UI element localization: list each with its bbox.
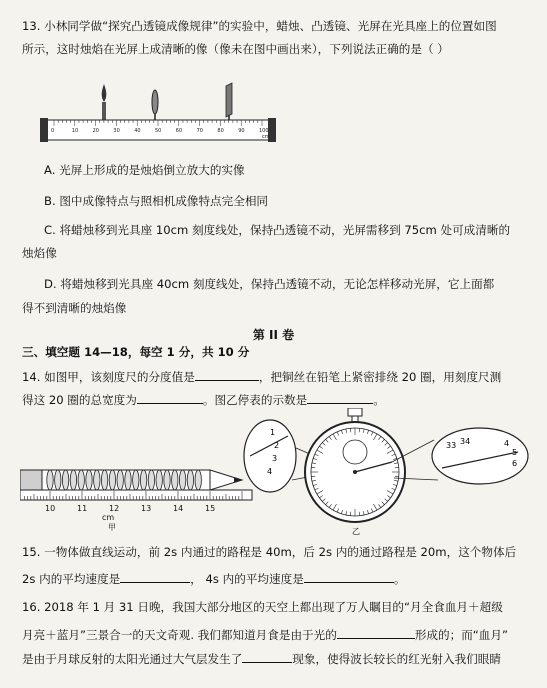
section-part3: 三、填空题 14—18，每空 1 分，共 10 分 [22,345,250,359]
bench-label: 0 [51,128,55,134]
ruler-body [20,490,252,500]
bench-label: 90 [238,128,245,134]
q16-text-c: 是由于月球反射的太阳光通过大气层发生了 [22,652,243,666]
bench-end-left [40,118,48,142]
minute-dial-3: 3 [272,454,278,463]
bench-label: 60 [175,128,183,134]
ruler-label: 15 [205,504,216,513]
candle [102,84,107,120]
bench-label: 40 [134,128,141,134]
wire-coil [125,470,131,490]
optical-bench-figure [40,80,280,148]
ruler-pencil-figure [20,462,260,532]
q13-option-c-cont: 烛焰像 [22,246,57,260]
q15-blank-1[interactable] [120,571,190,583]
q14-line1 [22,369,501,385]
wire-coil [94,470,100,490]
wire-coil [78,470,84,490]
wire-coil [164,470,170,490]
q14-text-b: ，把铜丝在铅笔上紧密排绕 20 圈，用刻度尺测 [258,370,502,384]
bench-label: 100 [259,128,269,134]
second-dial-6: 6 [512,459,518,468]
pencil-lead [234,477,242,483]
q14-blank-3[interactable] [307,392,373,404]
q13-line1: 13. 小林同学做“探究凸透镜成像规律”的实验中，蜡烛、凸透镜、光屏在光具座上的位置如图 [22,19,497,33]
wire-coil [47,470,53,490]
q14-line2 [22,392,385,408]
wire-coil [133,470,139,490]
ruler-unit: cm [102,513,115,522]
minute-dial-4: 4 [267,467,273,476]
q15-line1: 15. 一物体做直线运动，前 2s 内通过的路程是 40m，后 2s 内的通过路程是 20m，这个物体后 [22,545,517,559]
q15-line2 [22,571,405,587]
second-dial-33: 33 [446,441,457,450]
wire-coil [70,470,76,490]
bench-label: 80 [217,128,224,134]
wire-coil [55,470,61,490]
q13-option-d: D. 将蜡烛移到光具座 40cm 刻度线处，保持凸透镜不动，无论怎样移动光屏，它上面都 [44,277,495,291]
wire-coil [86,470,92,490]
wire-coil [179,470,185,490]
q13-option-b: B. 图中成像特点与照相机成像特点完全相同 [44,194,269,208]
ruler-label: 10 [45,504,56,513]
wire-coil [148,470,154,490]
figure-label-jia: 甲 [108,523,116,532]
wire-coil [117,470,123,490]
bench-label: 30 [113,128,120,134]
wire-coil [62,470,68,490]
figure-label-yi: 乙 [352,527,360,536]
wire-coil [156,470,162,490]
section-title: 第 II 卷 [252,328,295,342]
q13-line2: 所示，这时烛焰在光屏上成清晰的像（像未在图中画出来），下列说法正确的是（ ） [22,42,449,56]
pencil-end [20,470,42,490]
q15-text-a: 2s 内的平均速度是 [22,572,121,586]
q14-text-a: 14. 如图甲，该刻度尺的分度值是 [22,370,195,384]
q16-text-d: 现象，使得波长较长的红光射入我们眼睛 [292,652,501,666]
q16-line3 [22,651,501,667]
second-dial-5: 5 [512,448,518,457]
q14-text-e: 。 [373,393,385,407]
q16-blank-1[interactable] [337,627,415,639]
q14-text-c: 得这 20 圈的总宽度为 [22,393,137,407]
minute-dial-2: 2 [274,441,280,450]
minute-dial-1: 1 [270,428,276,437]
q14-blank-2[interactable] [137,392,203,404]
ruler-label: 13 [141,504,152,513]
q16-line1: 16. 2018 年 1 月 31 日晚，我国大部分地区的天空上都出现了万人瞩目的“月全食血月＋超级 [22,600,503,614]
wire-coil [101,470,107,490]
second-dial-magnified [432,428,528,484]
q15-text-b: ， 4s 内的平均速度是 [190,572,304,586]
q13-option-c: C. 将蜡烛移到光具座 10cm 刻度线处，保持凸透镜不动，光屏需移到 75cm 处可成清晰的 [44,223,511,237]
q15-blank-2[interactable] [304,571,394,583]
q14-text-d: 。图乙停表的示数是 [202,393,308,407]
q16-text-a: 月亮＋蓝月”三景合一的天文奇观. 我们都知道月食是由于光的 [22,628,337,642]
stopwatch-figure [242,408,532,538]
ruler-label: 14 [173,504,184,513]
q13-option-a: A. 光屏上形成的是烛焰倒立放大的实像 [44,163,245,177]
ruler-label: 12 [109,504,120,513]
wire-coil [195,470,201,490]
q16-line2 [22,627,508,643]
wire-coil [187,470,193,490]
wire-coil [140,470,146,490]
q16-text-b: 形成的；而“血月” [414,628,508,642]
second-dial-4: 4 [504,439,510,448]
bench-label: 10 [71,128,79,134]
light-screen [226,83,232,122]
wire-coil [109,470,115,490]
q14-blank-1[interactable] [195,369,259,381]
stopwatch-body [305,408,405,522]
q15-text-c: 。 [393,572,406,586]
bench-label: 50 [155,128,162,134]
ruler-label: 11 [77,504,88,513]
bench-label: 20 [92,128,99,134]
bench-unit: cm [262,134,270,140]
q16-blank-2[interactable] [242,651,292,663]
q13-option-d-cont: 得不到清晰的烛焰像 [22,301,127,315]
minute-dial-magnified [244,420,296,492]
bench-label: 70 [196,128,203,134]
wire-coil [172,470,178,490]
second-dial-34: 34 [460,437,471,446]
convex-lens [152,90,158,122]
